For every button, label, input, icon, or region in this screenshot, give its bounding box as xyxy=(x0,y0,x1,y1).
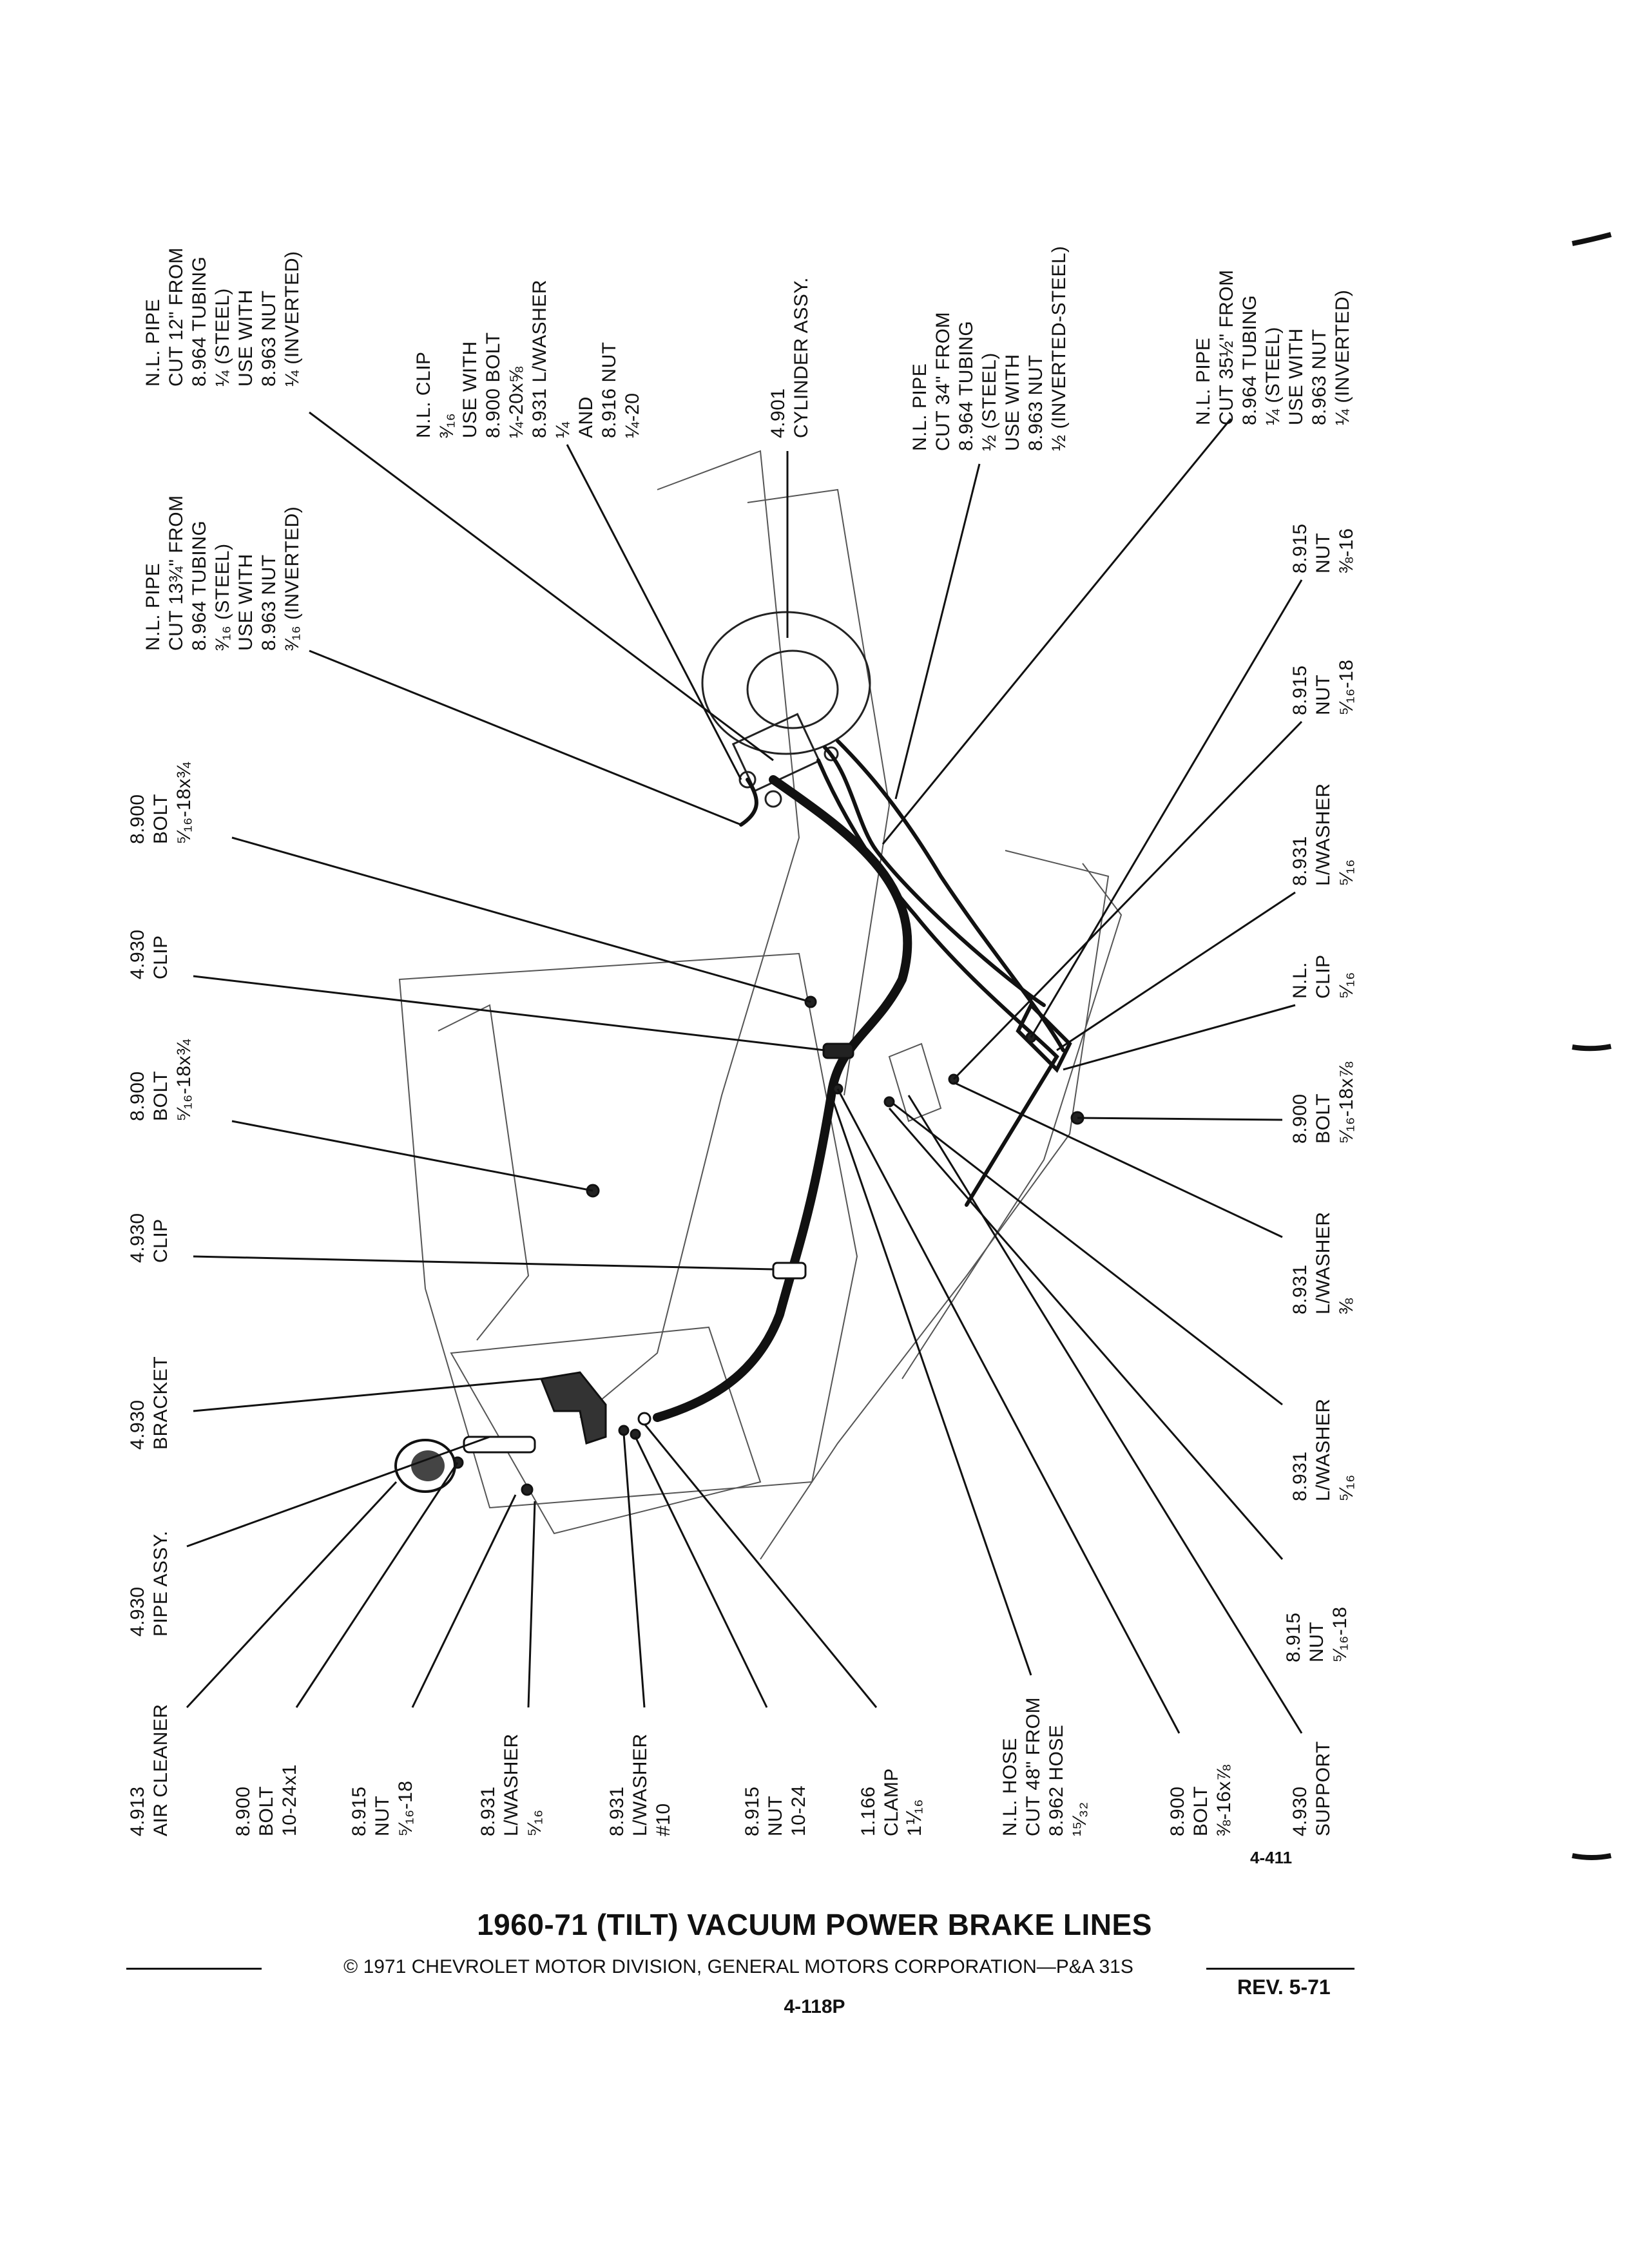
leader-hose xyxy=(831,1095,1031,1675)
callout-line: CLIP xyxy=(150,935,171,979)
leader-pipe-assy xyxy=(187,1437,490,1546)
callout-nut-10-24 xyxy=(741,1785,811,1836)
rule-right xyxy=(1206,1968,1354,1970)
callout-lwasher-right xyxy=(1289,1398,1358,1501)
booster-body xyxy=(702,612,870,754)
left-fender-outline xyxy=(438,1005,528,1340)
callout-line: AIR CLEANER xyxy=(150,1704,171,1836)
callout-line: 8.963 NUT xyxy=(258,290,280,387)
callout-line: 8.963 NUT xyxy=(1025,354,1046,451)
callout-line: SUPPORT xyxy=(1313,1741,1334,1836)
frame-rail-upper xyxy=(580,451,799,1418)
callout-line: 8.900 xyxy=(127,1071,148,1121)
leader-clip-3-16 xyxy=(567,445,741,780)
leader-support xyxy=(909,1095,1302,1733)
bracket-shape xyxy=(541,1372,606,1443)
leader-clamp xyxy=(644,1424,876,1707)
callout-line: N.L. xyxy=(1289,961,1311,999)
callout-nut-right xyxy=(1282,1606,1352,1662)
callout-bolt-3-8 xyxy=(1166,1765,1236,1836)
callout-line: CLAMP xyxy=(881,1768,902,1836)
callout-line: 8.964 TUBING xyxy=(189,520,210,651)
callout-pipe-assy xyxy=(126,1530,173,1637)
leader-pipe-34 xyxy=(896,464,979,799)
leader-nut-3-8 xyxy=(1031,580,1302,1037)
clamp-mark xyxy=(639,1413,650,1425)
callout-line: ³⁄₁₆ (INVERTED) xyxy=(282,506,303,651)
callout-lwasher-3-8 xyxy=(1289,1211,1358,1314)
callout-line: ¼-20 xyxy=(622,392,643,438)
callout-line: BRACKET xyxy=(150,1356,171,1450)
callout-line: ³⁄₁₆ (STEEL) xyxy=(212,543,233,651)
callout-lwasher-10 xyxy=(606,1733,675,1836)
leader-pipe-35 xyxy=(883,419,1231,844)
callout-hose xyxy=(999,1697,1092,1836)
callout-line: ¼ (INVERTED) xyxy=(1332,289,1353,425)
binding-mark-1 xyxy=(1572,235,1611,244)
callout-line: ⁵⁄₁₆-18 xyxy=(1329,1606,1351,1662)
callout-line: 8.963 NUT xyxy=(258,554,280,651)
leader-nut-bottom xyxy=(412,1495,516,1707)
bracket-plate xyxy=(889,1044,941,1121)
callout-line: L/WASHER xyxy=(630,1733,651,1836)
callout-line: BOLT xyxy=(150,793,171,844)
callout-bolt-top xyxy=(126,762,196,844)
callout-line: CYLINDER ASSY. xyxy=(791,277,812,438)
nut-bottom-mark xyxy=(522,1485,532,1495)
callout-cylinder xyxy=(767,277,813,438)
callout-bolt-mid xyxy=(126,1039,196,1121)
binding-mark-2 xyxy=(1572,1046,1611,1048)
callout-line: ⁵⁄₁₆ xyxy=(524,1809,545,1836)
callout-line: ⁵⁄₁₆-18 xyxy=(395,1780,416,1836)
callout-line: 8.900 xyxy=(1167,1786,1188,1836)
callout-nl-clip xyxy=(1289,954,1358,999)
callout-line: USE WITH xyxy=(1002,354,1023,451)
callout-clip-top xyxy=(126,929,173,979)
callout-line: ⅜-16 xyxy=(1336,528,1357,573)
callout-line: AND xyxy=(575,396,597,438)
figure-number: 4-411 xyxy=(1250,1848,1293,1867)
callout-line: ³⁄₁₆ xyxy=(436,412,458,438)
callout-line: ⁵⁄₁₆ xyxy=(1336,972,1357,999)
leader-lwasher-top xyxy=(1057,892,1295,1050)
page-title: 1960-71 (TILT) VACUUM POWER BRAKE LINES xyxy=(477,1908,1152,1941)
callout-line: ½ (INVERTED-STEEL) xyxy=(1048,245,1070,451)
callout-line: USE WITH xyxy=(1286,328,1307,425)
leader-nut-right xyxy=(889,1108,1282,1559)
callout-line: NUT xyxy=(765,1795,786,1836)
callout-line: 8.964 TUBING xyxy=(1239,294,1260,425)
callout-line: 4.930 xyxy=(127,929,148,979)
leader-nut-10-24 xyxy=(635,1437,767,1707)
callout-line: 8.915 xyxy=(1283,1612,1304,1662)
callout-clamp xyxy=(857,1768,927,1836)
callout-pipe-35 xyxy=(1192,269,1354,425)
callout-line: PIPE ASSY. xyxy=(150,1530,171,1637)
vacuum-hose xyxy=(657,780,907,1418)
callout-line: 4.930 xyxy=(1289,1786,1311,1836)
callout-bracket xyxy=(126,1356,173,1450)
callout-line: CLIP xyxy=(150,1218,171,1263)
callout-line: 8.931 xyxy=(477,1786,499,1836)
leader-lwasher-right xyxy=(892,1103,1282,1405)
callout-line: N.L. PIPE xyxy=(142,298,164,387)
callout-line: NUT xyxy=(1313,532,1334,573)
callout-nut-bottom xyxy=(348,1780,418,1836)
callout-line: CLIP xyxy=(1313,954,1334,999)
callout-line: N.L. CLIP xyxy=(413,351,434,438)
firewall-outline xyxy=(400,954,857,1508)
callout-line: 8.915 xyxy=(1289,665,1311,715)
callout-bolt-10-24 xyxy=(232,1764,302,1836)
callout-line: ¼-20x⅝ xyxy=(506,366,527,438)
callout-pipe-12 xyxy=(142,247,304,387)
callout-line: 8.931 xyxy=(606,1786,628,1836)
callout-line: 8.931 xyxy=(1289,836,1311,886)
callout-nut-3-8 xyxy=(1289,523,1358,573)
callout-bolt-right xyxy=(1289,1061,1358,1144)
leader-lwasher-bottom xyxy=(528,1501,535,1707)
callout-pipe-34 xyxy=(909,245,1071,451)
callout-line: 8.964 TUBING xyxy=(956,320,977,451)
callout-line: 10-24 xyxy=(788,1785,809,1836)
callout-line: L/WASHER xyxy=(1313,783,1334,886)
callout-line: 8.915 xyxy=(1289,523,1311,573)
callout-line: 8.931 L/WASHER xyxy=(529,280,550,438)
callout-line: 8.962 HOSE xyxy=(1046,1724,1067,1836)
callout-line: 8.964 TUBING xyxy=(189,256,210,387)
callout-line: 1.166 xyxy=(858,1786,879,1836)
callout-line: BOLT xyxy=(1190,1785,1211,1836)
lwasher-10-mark xyxy=(619,1426,628,1435)
callout-line: 1⅟₁₆ xyxy=(904,1799,925,1836)
callout-line: 8.900 xyxy=(233,1786,254,1836)
callout-lwasher-top xyxy=(1289,783,1358,886)
clip-lower xyxy=(773,1263,805,1278)
pipe-12 xyxy=(825,747,1044,1005)
fitting-2 xyxy=(766,791,781,807)
clip-upper xyxy=(824,1044,853,1058)
frame-outline xyxy=(400,451,1121,1559)
callout-line: ⅜ xyxy=(1336,1298,1357,1314)
callout-line: L/WASHER xyxy=(1313,1398,1334,1501)
callout-line: ⁵⁄₁₆-18 xyxy=(1336,659,1357,715)
callout-line: ½ (STEEL) xyxy=(979,352,1000,451)
callout-line: ⁵⁄₁₆ xyxy=(1336,1474,1357,1501)
copyright: © 1971 CHEVROLET MOTOR DIVISION, GENERAL MOTORS CORPORATION—P&A 31S xyxy=(343,1956,1133,1977)
callout-clip-mid xyxy=(126,1213,173,1263)
callout-line: ¼ xyxy=(552,421,574,438)
nut-mark-3 xyxy=(885,1097,894,1106)
callout-line: NUT xyxy=(1313,674,1334,715)
callout-line: ⁵⁄₁₆-18x¾ xyxy=(173,762,195,844)
callout-line: USE WITH xyxy=(235,553,256,651)
callout-line: 8.900 BOLT xyxy=(483,332,504,438)
callout-line: ⁵⁄₁₆ xyxy=(1336,859,1357,886)
leader-bracket xyxy=(193,1379,541,1411)
callout-line: #10 xyxy=(653,1803,674,1836)
pipe-assy-shape xyxy=(464,1437,535,1452)
callout-line: N.L. PIPE xyxy=(909,363,930,451)
callout-line: N.L. PIPE xyxy=(142,562,164,651)
callout-line: L/WASHER xyxy=(501,1733,522,1836)
pipe-34 xyxy=(838,741,1063,1050)
callout-line: ⅜-16x⅞ xyxy=(1213,1764,1235,1836)
leader-bolt-right xyxy=(1077,1118,1282,1120)
leader-clip-mid xyxy=(193,1256,773,1269)
callout-line: 4.930 xyxy=(127,1399,148,1450)
callout-line: L/WASHER xyxy=(1313,1211,1334,1314)
leader-pipe-13 xyxy=(309,651,741,825)
callout-line: CUT 34" FROM xyxy=(932,311,954,451)
callout-line: 8.915 xyxy=(742,1786,763,1836)
callout-line: BOLT xyxy=(150,1070,171,1121)
callout-line: USE WITH xyxy=(459,341,481,438)
callout-line: 8.931 xyxy=(1289,1264,1311,1314)
callout-line: N.L. HOSE xyxy=(999,1738,1021,1836)
callout-line: USE WITH xyxy=(235,289,256,387)
callout-line: 8.963 NUT xyxy=(1309,329,1330,425)
callout-line: BOLT xyxy=(1313,1093,1334,1144)
callout-line: CUT 48" FROM xyxy=(1023,1696,1044,1836)
callout-line: ⁵⁄₁₆-18x¾ xyxy=(173,1039,195,1121)
leader-bolt-top xyxy=(232,838,811,1002)
air-cleaner xyxy=(396,1440,455,1492)
callout-line: NUT xyxy=(372,1795,393,1836)
leader-nl-clip xyxy=(1063,1005,1295,1070)
callout-line: 4.913 xyxy=(127,1786,148,1836)
leader-lines xyxy=(187,412,1302,1733)
callout-line: 8.931 xyxy=(1289,1451,1311,1501)
revision: REV. 5-71 xyxy=(1237,1975,1331,1999)
callout-line: CUT 12" FROM xyxy=(166,247,187,387)
callout-line: 4.930 xyxy=(127,1213,148,1263)
callout-line: 10-24x1 xyxy=(279,1764,300,1836)
callout-line: 8.900 xyxy=(127,794,148,844)
callout-line: ¼ (STEEL) xyxy=(1262,327,1284,425)
leader-clip-top xyxy=(193,976,825,1050)
binding-mark-3 xyxy=(1572,1856,1611,1858)
callout-line: 8.915 xyxy=(349,1786,370,1836)
callout-pipe-13 xyxy=(142,495,304,651)
callout-line: ⁵⁄₁₆-18x⅞ xyxy=(1336,1061,1357,1144)
callout-line: CUT 35½" FROM xyxy=(1216,269,1237,425)
callout-line: 8.900 xyxy=(1289,1093,1311,1144)
callout-line: 4.901 xyxy=(767,388,789,438)
leader-lwasher-10 xyxy=(624,1434,644,1707)
callout-line: ¹⁵⁄₃₂ xyxy=(1069,1802,1090,1836)
callout-line: ¼ (STEEL) xyxy=(212,288,233,387)
callout-line: N.L. PIPE xyxy=(1193,337,1214,425)
callout-line: 4.930 xyxy=(127,1586,148,1637)
leader-lwasher-3-8 xyxy=(954,1082,1282,1237)
callout-line: CUT 13¾" FROM xyxy=(166,495,187,651)
callout-clip-3-16 xyxy=(412,280,644,438)
leader-bolt-10-24 xyxy=(296,1463,458,1707)
callout-nut-5-16-top xyxy=(1289,659,1358,715)
callout-air-cleaner xyxy=(126,1704,173,1836)
callout-line: NUT xyxy=(1306,1621,1327,1662)
leader-bolt-3-8 xyxy=(838,1089,1179,1733)
leader-nut-5-16-top xyxy=(954,722,1302,1079)
callout-support xyxy=(1289,1741,1335,1836)
callout-line: 8.916 NUT xyxy=(599,341,620,438)
callout-lwasher-bottom xyxy=(477,1733,546,1836)
page-number: 4-118P xyxy=(784,1996,845,2017)
leader-air-cleaner xyxy=(187,1482,396,1707)
callout-line: ¼ (INVERTED) xyxy=(282,251,303,387)
callout-line: BOLT xyxy=(256,1785,277,1836)
